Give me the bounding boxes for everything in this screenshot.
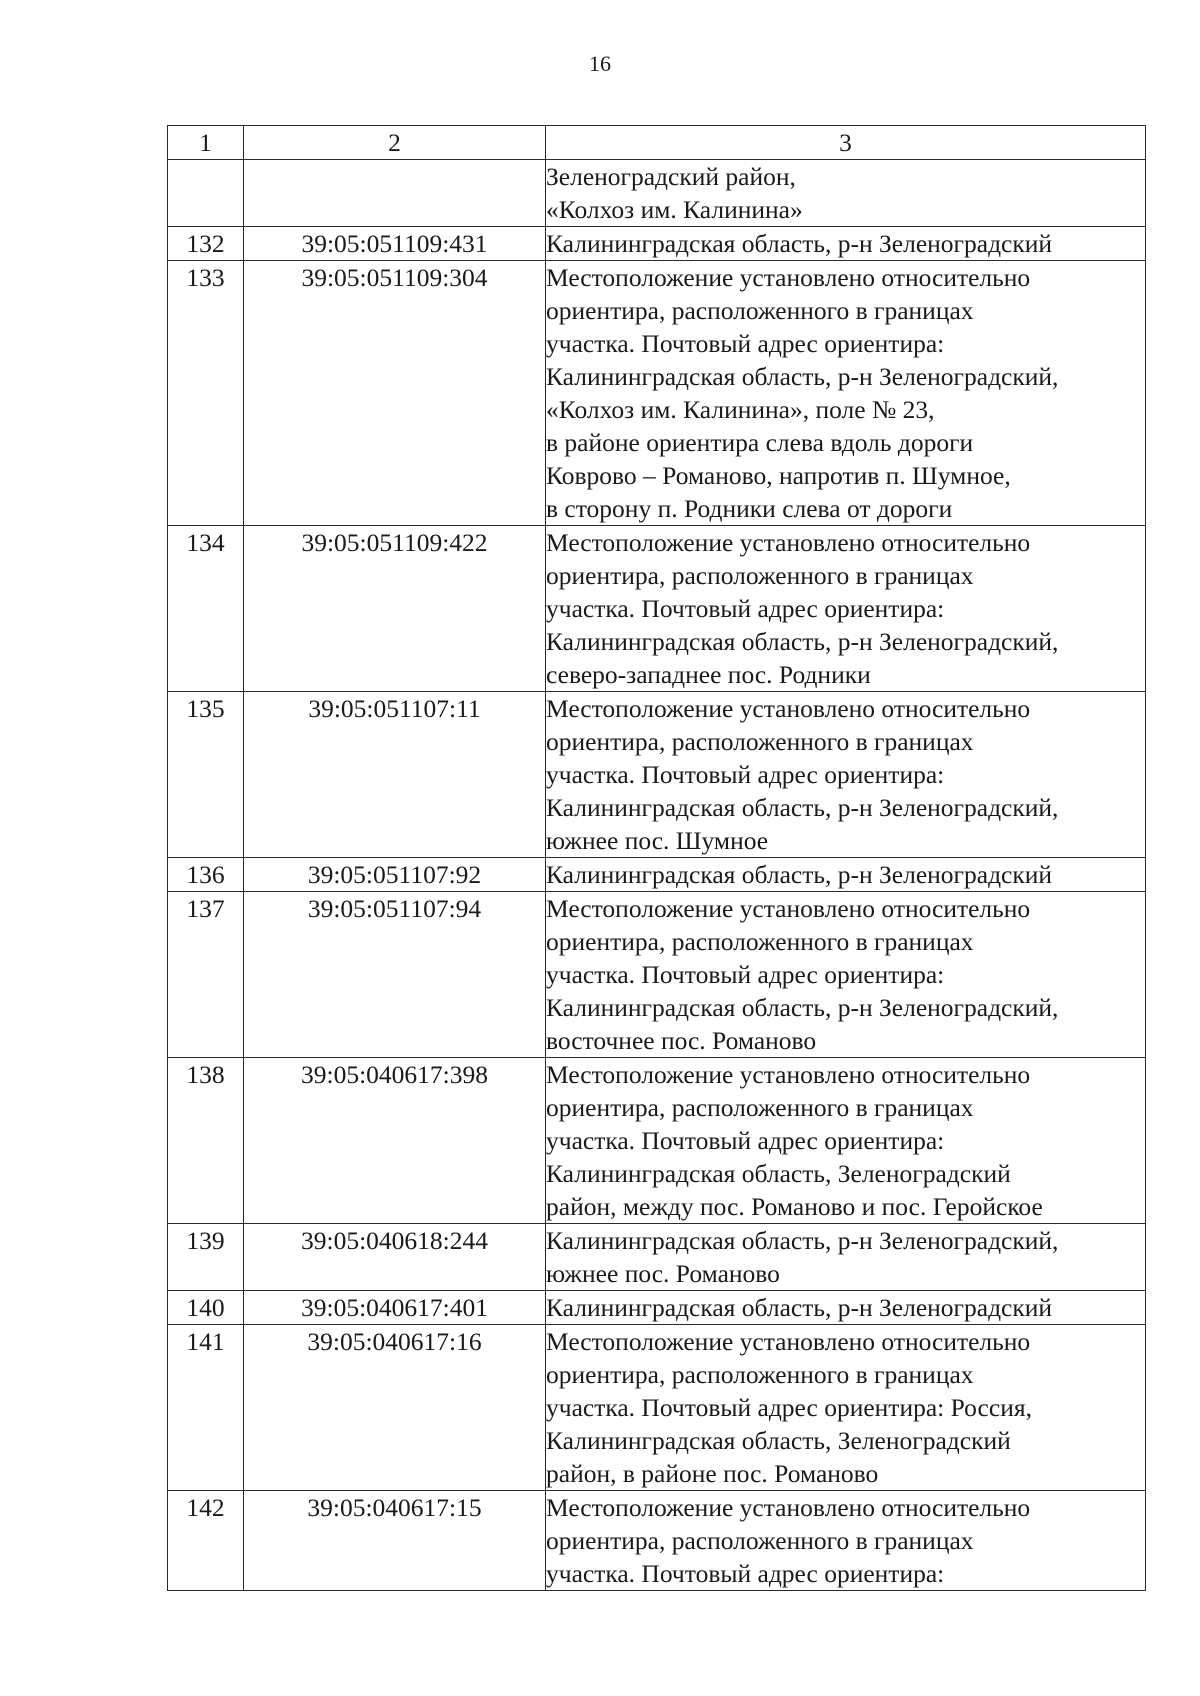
plot-address: Местоположение установлено относительно ориентира, расположенного в границах участка. Почтовый адрес ориентира: — [546, 1491, 1146, 1591]
plot-address: Местоположение установлено относительно ориентира, расположенного в границах участка. Почтовый адрес ориентира: Калининградская область, р-н Зеленоградский, южнее пос. Шумное — [546, 692, 1146, 858]
plot-address: Местоположение установлено относительно ориентира, расположенного в границах участка. Почтовый адрес ориентира: Россия, Калининградская область, Зеленоградский район, в районе пос. Романово — [546, 1325, 1146, 1491]
plot-address: Местоположение установлено относительно ориентира, расположенного в границах участка. Почтовый адрес ориентира: Калининградская область, р-н Зеленоградский, «Колхоз им. Калинина», поле № 23, в районе ориентира слева вдоль дороги Коврово – Романово, напротив п. Шумное, в сторону п. Родники слева от дороги — [546, 261, 1146, 526]
plot-address: Местоположение установлено относительно ориентира, расположенного в границах участка. Почтовый адрес ориентира: Калининградская область, р-н Зеленоградский, северо-западнее пос. Родники — [546, 526, 1146, 692]
row-number: 135 — [168, 692, 244, 858]
row-number: 138 — [168, 1058, 244, 1224]
table-row — [168, 261, 1146, 526]
row-number: 132 — [168, 227, 244, 261]
column-header-address: 3 — [546, 126, 1146, 160]
cadastral-number: 39:05:040617:401 — [244, 1291, 546, 1325]
table-row — [168, 692, 1146, 858]
row-number: 134 — [168, 526, 244, 692]
cadastral-number: 39:05:040617:398 — [244, 1058, 546, 1224]
column-header-cadastral: 2 — [244, 126, 546, 160]
plot-address: Калининградская область, р-н Зеленоградский — [546, 227, 1146, 261]
row-number: 141 — [168, 1325, 244, 1491]
table-row — [168, 892, 1146, 1058]
row-number — [168, 160, 244, 227]
land-plot-table — [167, 125, 1146, 1591]
cadastral-number: 39:05:051109:431 — [244, 227, 546, 261]
plot-address: Зеленоградский район, «Колхоз им. Калинина» — [546, 160, 1146, 227]
table-row — [168, 1058, 1146, 1224]
row-number: 140 — [168, 1291, 244, 1325]
row-number: 142 — [168, 1491, 244, 1591]
plot-address: Калининградская область, р-н Зеленоградский — [546, 1291, 1146, 1325]
cadastral-number: 39:05:051109:304 — [244, 261, 546, 526]
cadastral-number — [244, 160, 546, 227]
row-number: 137 — [168, 892, 244, 1058]
table-row — [168, 1491, 1146, 1591]
table-header-row — [168, 126, 1146, 160]
table-row — [168, 160, 1146, 227]
table-row — [168, 858, 1146, 892]
cadastral-number: 39:05:040617:15 — [244, 1491, 546, 1591]
cadastral-number: 39:05:040618:244 — [244, 1224, 546, 1291]
table-row — [168, 526, 1146, 692]
page-number: 16 — [589, 51, 611, 76]
plot-address: Местоположение установлено относительно ориентира, расположенного в границах участка. Почтовый адрес ориентира: Калининградская область, Зеленоградский район, между пос. Романово и пос. Геройское — [546, 1058, 1146, 1224]
table-row — [168, 1291, 1146, 1325]
plot-address: Местоположение установлено относительно ориентира, расположенного в границах участка. Почтовый адрес ориентира: Калининградская область, р-н Зеленоградский, восточнее пос. Романово — [546, 892, 1146, 1058]
plot-address: Калининградская область, р-н Зеленоградский, южнее пос. Романово — [546, 1224, 1146, 1291]
plot-address: Калининградская область, р-н Зеленоградский — [546, 858, 1146, 892]
row-number: 133 — [168, 261, 244, 526]
cadastral-number: 39:05:051107:11 — [244, 692, 546, 858]
table-row — [168, 1224, 1146, 1291]
cadastral-number: 39:05:051107:94 — [244, 892, 546, 1058]
column-header-number: 1 — [168, 126, 244, 160]
row-number: 139 — [168, 1224, 244, 1291]
cadastral-number: 39:05:051107:92 — [244, 858, 546, 892]
table-row — [168, 227, 1146, 261]
row-number: 136 — [168, 858, 244, 892]
table-row — [168, 1325, 1146, 1491]
cadastral-number: 39:05:051109:422 — [244, 526, 546, 692]
cadastral-number: 39:05:040617:16 — [244, 1325, 546, 1491]
